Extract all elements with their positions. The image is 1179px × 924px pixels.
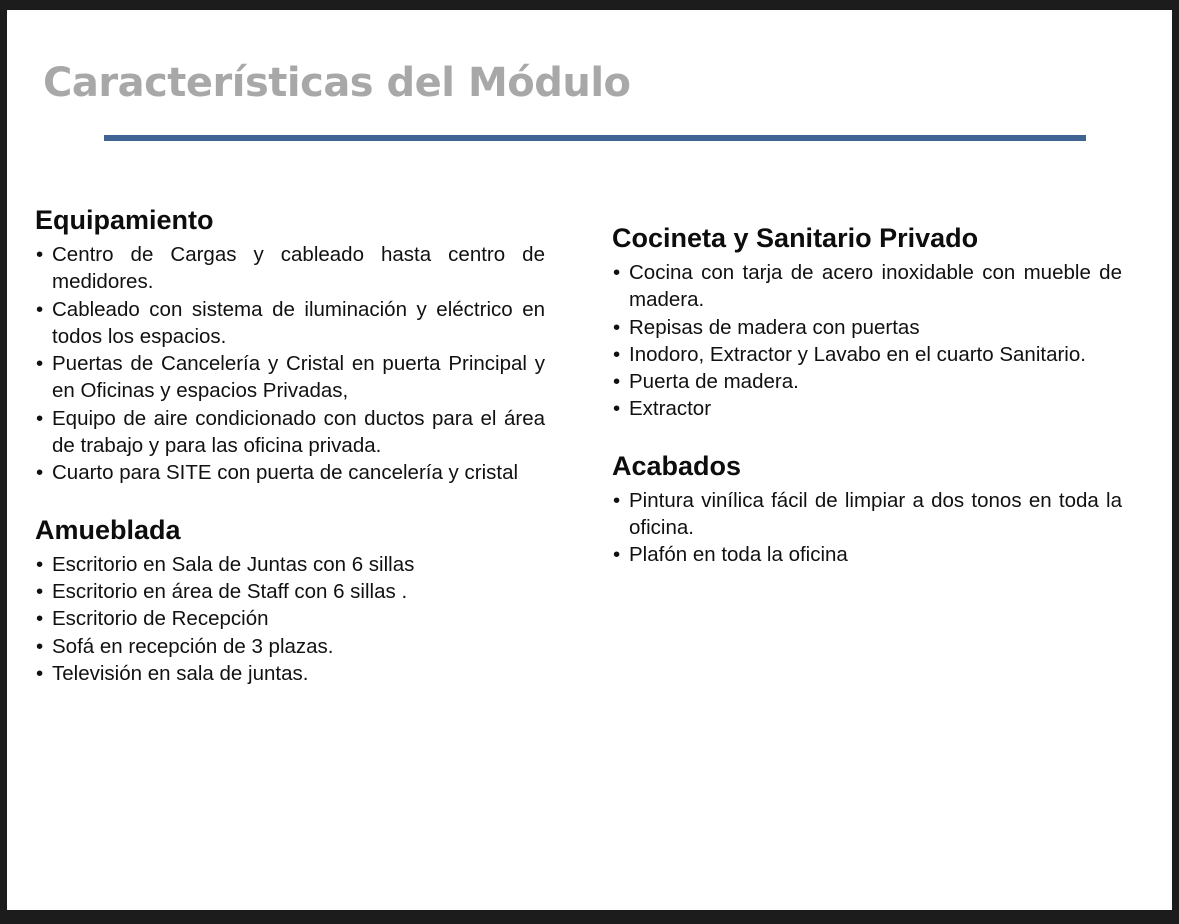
list-item-text: Inodoro, Extractor y Lavabo en el cuarto Sanitario. [629,342,1086,366]
list-item [612,395,1122,422]
list-item-text: Centro de Cargas y cableado hasta centro de medidores. [52,243,545,294]
section-cocineta [612,221,1122,423]
list-item [35,296,545,351]
bullet-list [35,551,545,687]
list-item-text: Televisión en sala de juntas. [52,661,309,685]
list-item-text: Escritorio en Sala de Juntas con 6 sillas [52,552,415,576]
list-item [612,314,1122,341]
list-item-text: Extractor [629,397,712,421]
list-item [35,633,545,660]
list-item [612,259,1122,314]
bullet-icon: • [613,543,621,567]
list-item [35,241,545,296]
list-item-text: Repisas de madera con puertas [629,315,920,339]
bullet-icon: • [36,661,44,685]
bullet-icon: • [613,397,621,421]
slide [7,10,1172,910]
bullet-icon: • [613,315,621,339]
bullet-icon: • [36,461,44,485]
list-item-text: Puerta de madera. [629,370,799,394]
bullet-list [612,487,1122,569]
right-column [612,221,1122,595]
slide-title: Características del Módulo [43,60,631,106]
bullet-icon: • [36,243,44,266]
list-item [35,459,545,486]
list-item-text: Escritorio en área de Staff con 6 sillas . [52,579,408,603]
list-item-text: Cuarto para SITE con puerta de cancelería y cristal [52,461,519,485]
list-item [35,405,545,460]
bullet-icon: • [36,297,44,321]
list-item-text: Equipo de aire condicionado con ductos para el área de trabajo y para las oficina privada. [52,406,545,458]
bullet-icon: • [36,406,44,430]
list-item-text: Sofá en recepción de 3 plazas. [52,634,334,658]
bullet-icon: • [36,552,44,576]
bullet-icon: • [36,634,44,658]
list-item-text: Cocina con tarja de acero inoxidable con mueble de madera. [629,261,1122,312]
bullet-icon: • [613,488,621,512]
bullet-icon: • [36,579,44,603]
list-item-text: Puertas de Cancelería y Cristal en puerta Principal y en Oficinas y espacios Privadas, [52,352,545,403]
section-heading: Amueblada [35,514,181,545]
bullet-icon: • [613,261,621,284]
bullet-list [35,241,545,487]
left-column [35,203,545,713]
section-heading: Acabados [612,450,742,481]
bullet-icon: • [36,352,44,376]
bullet-list [612,259,1122,423]
bullet-icon: • [36,607,44,631]
list-item-text: Plafón en toda la oficina [629,543,848,567]
list-item-text: Escritorio de Recepción [52,607,269,631]
section-heading: Equipamiento [35,205,214,235]
section-acabados [612,449,1122,569]
list-item [612,541,1122,568]
list-item [612,487,1122,542]
list-item [612,368,1122,395]
list-item [35,350,545,405]
list-item [35,660,545,687]
list-item [35,578,545,605]
section-equipamiento [35,203,545,487]
section-amueblada [35,513,545,687]
title-underline [104,135,1086,141]
list-item [612,341,1122,368]
section-heading: Cocineta y Sanitario Privado [612,223,979,253]
list-item-text: Pintura vinílica fácil de limpiar a dos tonos en toda la oficina. [629,488,1122,540]
list-item-text: Cableado con sistema de iluminación y eléctrico en todos los espacios. [52,297,545,348]
list-item [35,551,545,578]
bullet-icon: • [613,370,621,394]
bullet-icon: • [613,342,621,366]
list-item [35,605,545,632]
